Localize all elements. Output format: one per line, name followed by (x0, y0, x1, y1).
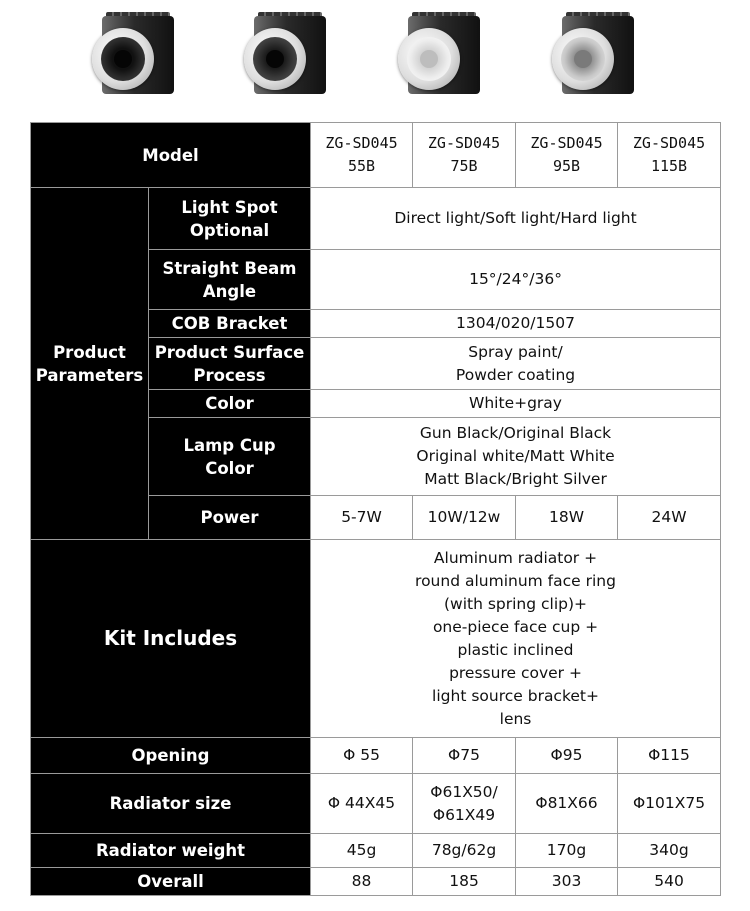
overall-cell: 303 (516, 868, 618, 896)
opening-cell: Φ 55 (311, 738, 413, 774)
kit-row (31, 540, 721, 738)
cup-color-label: Lamp Cup Color (149, 418, 311, 496)
radiator-weight-cell: 170g (516, 834, 618, 868)
downlight-115b-image (552, 12, 638, 104)
color-value: White+gray (311, 390, 721, 418)
surface-label: Product Surface Process (149, 338, 311, 390)
radiator-weight-row (31, 834, 721, 868)
radiator-weight-cell: 340g (618, 834, 721, 868)
model-cell: ZG-SD045 115B (618, 123, 721, 188)
downlight-95b-image (398, 12, 484, 104)
power-cell: 24W (618, 496, 721, 540)
downlight-75b-image (244, 12, 330, 104)
model-row (31, 123, 721, 188)
opening-cell: Φ95 (516, 738, 618, 774)
power-cell: 18W (516, 496, 618, 540)
overall-cell: 185 (413, 868, 516, 896)
overall-cell: 540 (618, 868, 721, 896)
downlight-55b-image (92, 12, 178, 104)
spec-table (30, 122, 721, 896)
radiator-weight-cell: 45g (311, 834, 413, 868)
kit-value: Aluminum radiator + round aluminum face ring (with spring clip)+ one-piece face cup + plastic inclined pressure cover + light source bracket+ lens (311, 540, 721, 738)
color-label: Color (149, 390, 311, 418)
opening-cell: Φ75 (413, 738, 516, 774)
radiator-size-cell: Φ61X50/ Φ61X49 (413, 774, 516, 834)
model-cell: ZG-SD045 75B (413, 123, 516, 188)
opening-cell: Φ115 (618, 738, 721, 774)
light-spot-value: Direct light/Soft light/Hard light (311, 188, 721, 250)
radiator-size-cell: Φ101X75 (618, 774, 721, 834)
model-cell: ZG-SD045 55B (311, 123, 413, 188)
light-spot-label: Light Spot Optional (149, 188, 311, 250)
opening-label: Opening (31, 738, 311, 774)
kit-label: Kit Includes (31, 540, 311, 738)
light-spot-row (31, 188, 721, 250)
cob-bracket-value: 1304/020/1507 (311, 310, 721, 338)
radiator-size-row (31, 774, 721, 834)
overall-label: Overall (31, 868, 311, 896)
model-cell: ZG-SD045 95B (516, 123, 618, 188)
radiator-weight-label: Radiator weight (31, 834, 311, 868)
product-parameters-label: Product Parameters (31, 188, 149, 540)
radiator-size-cell: Φ 44X45 (311, 774, 413, 834)
power-cell: 5-7W (311, 496, 413, 540)
beam-angle-value: 15°/24°/36° (311, 250, 721, 310)
power-label: Power (149, 496, 311, 540)
power-cell: 10W/12w (413, 496, 516, 540)
cup-color-value: Gun Black/Original Black Original white/Matt White Matt Black/Bright Silver (311, 418, 721, 496)
model-label: Model (31, 123, 311, 188)
overall-row (31, 868, 721, 896)
surface-value: Spray paint/ Powder coating (311, 338, 721, 390)
beam-angle-label: Straight Beam Angle (149, 250, 311, 310)
opening-row (31, 738, 721, 774)
radiator-size-cell: Φ81X66 (516, 774, 618, 834)
radiator-weight-cell: 78g/62g (413, 834, 516, 868)
overall-cell: 88 (311, 868, 413, 896)
cob-bracket-label: COB Bracket (149, 310, 311, 338)
radiator-size-label: Radiator size (31, 774, 311, 834)
product-images (0, 0, 750, 118)
